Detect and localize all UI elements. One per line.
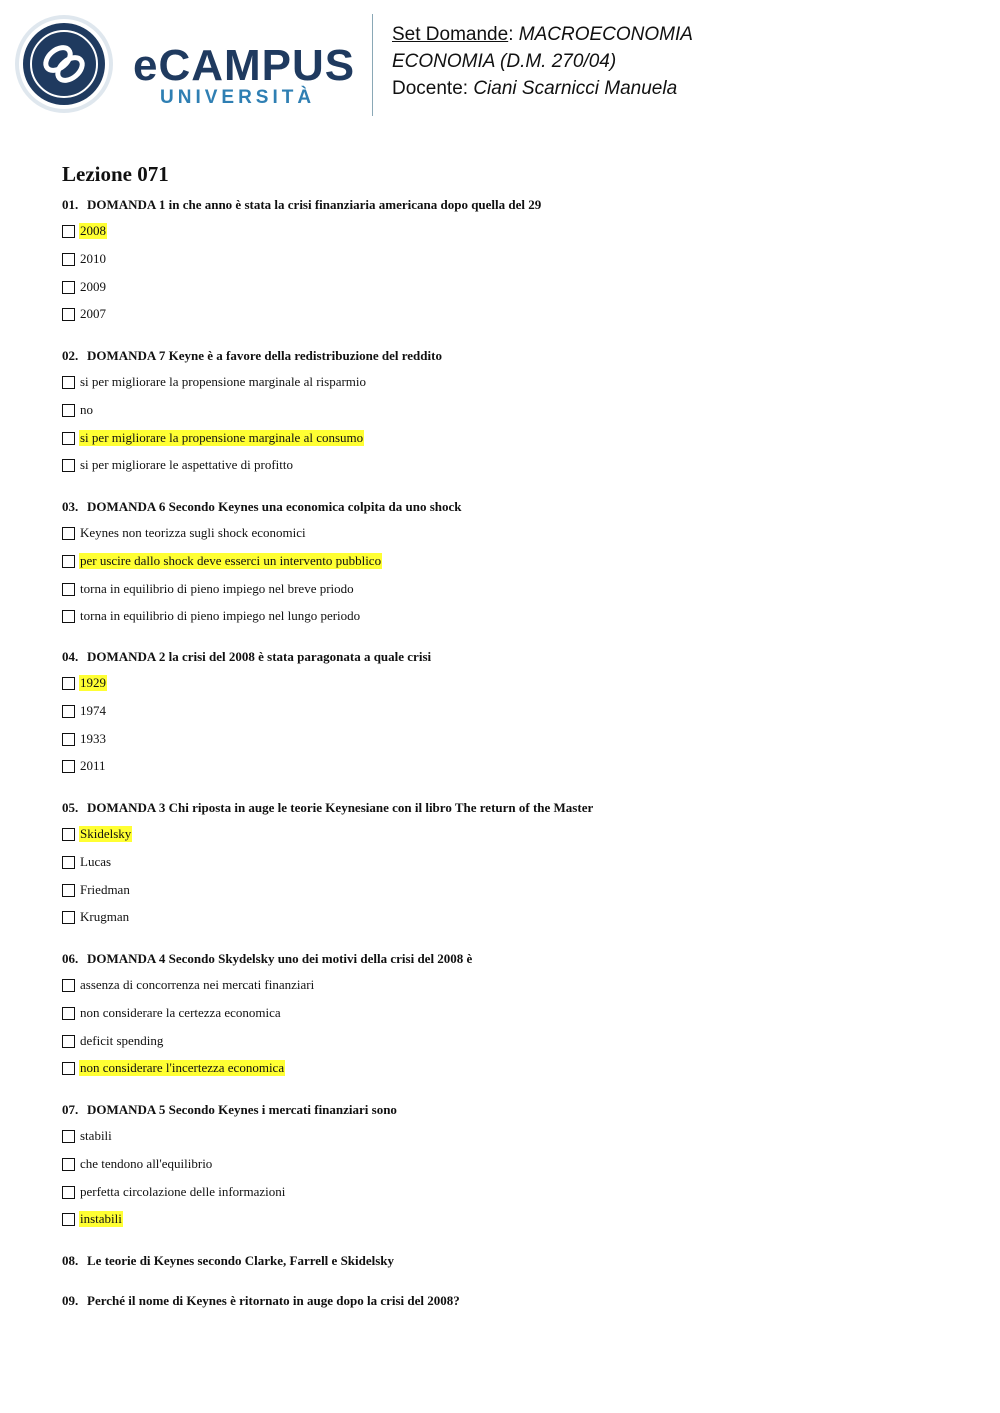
answer-label: 2009 xyxy=(80,279,106,294)
answer-option[interactable] xyxy=(62,279,107,295)
answer-option[interactable] xyxy=(62,1060,285,1076)
header-info xyxy=(392,21,693,102)
question-label: DOMANDA 4 Secondo Skydelsky uno dei motivi della crisi del 2008 è xyxy=(87,951,473,966)
answer-label: no xyxy=(80,402,93,417)
answer-checkbox[interactable] xyxy=(62,1158,75,1171)
answer-checkbox[interactable] xyxy=(62,555,75,568)
answer-checkbox[interactable] xyxy=(62,677,75,690)
answer-option[interactable] xyxy=(62,909,130,925)
answer-checkbox[interactable] xyxy=(62,527,75,540)
answer-option[interactable] xyxy=(62,457,294,473)
answer-option[interactable] xyxy=(62,1005,282,1021)
question-text xyxy=(62,648,431,666)
answer-label: 2007 xyxy=(80,306,106,321)
answer-label: 1974 xyxy=(80,703,106,718)
answer-label: si per migliorare le aspettative di profitto xyxy=(80,457,293,472)
answer-label: non considerare la certezza economica xyxy=(80,1005,281,1020)
answer-checkbox[interactable] xyxy=(62,733,75,746)
answer-checkbox[interactable] xyxy=(62,1130,75,1143)
answer-checkbox[interactable] xyxy=(62,404,75,417)
answer-checkbox[interactable] xyxy=(62,281,75,294)
answer-checkbox[interactable] xyxy=(62,308,75,321)
answer-label: 2011 xyxy=(80,758,106,773)
answer-label: stabili xyxy=(80,1128,112,1143)
answer-checkbox[interactable] xyxy=(62,1062,75,1075)
lesson-title: Lezione 071 xyxy=(62,162,169,186)
answer-checkbox[interactable] xyxy=(62,705,75,718)
answer-label-highlighted: 2008 xyxy=(80,223,106,238)
question-text xyxy=(62,196,541,214)
answer-label: Lucas xyxy=(80,854,112,869)
answer-checkbox[interactable] xyxy=(62,1035,75,1048)
question-number: 08. xyxy=(62,1253,79,1268)
document-header xyxy=(0,0,1000,130)
answer-option[interactable] xyxy=(62,553,382,569)
set-label: Set Domande xyxy=(392,24,509,45)
question-text xyxy=(62,1292,460,1310)
answer-checkbox[interactable] xyxy=(62,1213,75,1226)
answer-checkbox[interactable] xyxy=(62,884,75,897)
question-text xyxy=(62,498,462,516)
answer-option[interactable] xyxy=(62,882,131,898)
answer-option[interactable] xyxy=(62,223,107,239)
answer-label: che tendono all'equilibrio xyxy=(80,1156,213,1171)
answer-label: Krugman xyxy=(80,909,130,924)
answer-checkbox[interactable] xyxy=(62,1186,75,1199)
answer-label-highlighted: per uscire dallo shock deve esserci un intervento pubblico xyxy=(80,553,382,568)
answer-option[interactable] xyxy=(62,675,107,691)
answer-label: 1933 xyxy=(80,731,106,746)
answer-label: 2010 xyxy=(80,251,106,266)
answer-option[interactable] xyxy=(62,1128,113,1144)
answer-option[interactable] xyxy=(62,306,107,322)
answer-label: perfetta circolazione delle informazioni xyxy=(80,1184,286,1199)
answer-option[interactable] xyxy=(62,826,132,842)
answer-checkbox[interactable] xyxy=(62,610,75,623)
question-number: 05. xyxy=(62,800,79,815)
answer-checkbox[interactable] xyxy=(62,911,75,924)
answer-option[interactable] xyxy=(62,430,364,446)
answer-checkbox[interactable] xyxy=(62,459,75,472)
answer-option[interactable] xyxy=(62,374,367,390)
question-text xyxy=(62,1101,397,1119)
course-line: ECONOMIA (D.M. 270/04) xyxy=(392,51,617,72)
question-label: DOMANDA 3 Chi riposta in auge le teorie Keynesiane con il libro The return of the Master xyxy=(87,800,594,815)
teacher-label: Docente: xyxy=(392,78,474,99)
answer-option[interactable] xyxy=(62,1156,213,1172)
question-text xyxy=(62,347,442,365)
answer-label-highlighted: instabili xyxy=(80,1211,122,1226)
question-number: 03. xyxy=(62,499,79,514)
answer-option[interactable] xyxy=(62,525,307,541)
answer-checkbox[interactable] xyxy=(62,253,75,266)
question-label: DOMANDA 6 Secondo Keynes una economica colpita da uno shock xyxy=(87,499,462,514)
answer-option[interactable] xyxy=(62,581,355,597)
answer-label: torna in equilibrio di pieno impiego nel breve priodo xyxy=(80,581,354,596)
answer-label: torna in equilibrio di pieno impiego nel lungo periodo xyxy=(80,608,361,623)
question-label: DOMANDA 5 Secondo Keynes i mercati finanziari sono xyxy=(87,1102,397,1117)
set-line: Set Domande: MACROECONOMIA xyxy=(392,24,693,45)
answer-option[interactable] xyxy=(62,703,107,719)
answer-label: si per migliorare la propensione marginale al risparmio xyxy=(80,374,367,389)
question-number: 01. xyxy=(62,197,79,212)
university-seal-icon xyxy=(14,14,114,114)
logo-subtitle: UNIVERSITÀ xyxy=(160,87,316,108)
answer-checkbox[interactable] xyxy=(62,828,75,841)
answer-option[interactable] xyxy=(62,731,107,747)
question-text xyxy=(62,799,593,817)
answer-option[interactable] xyxy=(62,1211,123,1227)
answer-option[interactable] xyxy=(62,402,94,418)
answer-option[interactable] xyxy=(62,977,315,993)
answer-label: Keynes non teorizza sugli shock economici xyxy=(80,525,306,540)
answer-checkbox[interactable] xyxy=(62,979,75,992)
answer-option[interactable] xyxy=(62,251,107,267)
answer-option[interactable] xyxy=(62,854,112,870)
question-label: DOMANDA 7 Keyne è a favore della redistribuzione del reddito xyxy=(87,348,442,363)
answer-option[interactable] xyxy=(62,758,107,774)
question-number: 04. xyxy=(62,649,79,664)
logo-wordmark: eCAMPUS xyxy=(133,41,356,90)
question-number: 06. xyxy=(62,951,79,966)
answer-checkbox[interactable] xyxy=(62,432,75,445)
answer-label: deficit spending xyxy=(80,1033,164,1048)
answer-option[interactable] xyxy=(62,1184,286,1200)
answer-option[interactable] xyxy=(62,608,361,624)
answer-checkbox[interactable] xyxy=(62,583,75,596)
teacher-line xyxy=(392,75,693,102)
question-number: 09. xyxy=(62,1293,79,1308)
answer-checkbox[interactable] xyxy=(62,760,75,773)
answer-label-highlighted: 1929 xyxy=(80,675,106,690)
answer-checkbox[interactable] xyxy=(62,1007,75,1020)
answer-label: assenza di concorrenza nei mercati finanziari xyxy=(80,977,315,992)
question-number: 02. xyxy=(62,348,79,363)
set-value: MACROECONOMIA xyxy=(518,24,693,45)
answer-label-highlighted: non considerare l'incertezza economica xyxy=(80,1060,285,1075)
answer-checkbox[interactable] xyxy=(62,376,75,389)
answer-label-highlighted: si per migliorare la propensione marginale al consumo xyxy=(80,430,364,445)
question-label: Perché il nome di Keynes è ritornato in auge dopo la crisi del 2008? xyxy=(87,1293,460,1308)
header-divider xyxy=(372,14,373,116)
question-label: DOMANDA 2 la crisi del 2008 è stata paragonata a quale crisi xyxy=(87,649,432,664)
question-text xyxy=(62,1252,394,1270)
answer-label: Friedman xyxy=(80,882,130,897)
question-number: 07. xyxy=(62,1102,79,1117)
question-text xyxy=(62,950,472,968)
answer-label-highlighted: Skidelsky xyxy=(80,826,132,841)
answer-checkbox[interactable] xyxy=(62,225,75,238)
question-label: DOMANDA 1 in che anno è stata la crisi finanziaria americana dopo quella del 29 xyxy=(87,197,542,212)
answer-checkbox[interactable] xyxy=(62,856,75,869)
answer-option[interactable] xyxy=(62,1033,164,1049)
teacher-name: Ciani Scarnicci Manuela xyxy=(473,78,678,99)
question-label: Le teorie di Keynes secondo Clarke, Farrell e Skidelsky xyxy=(87,1253,395,1268)
